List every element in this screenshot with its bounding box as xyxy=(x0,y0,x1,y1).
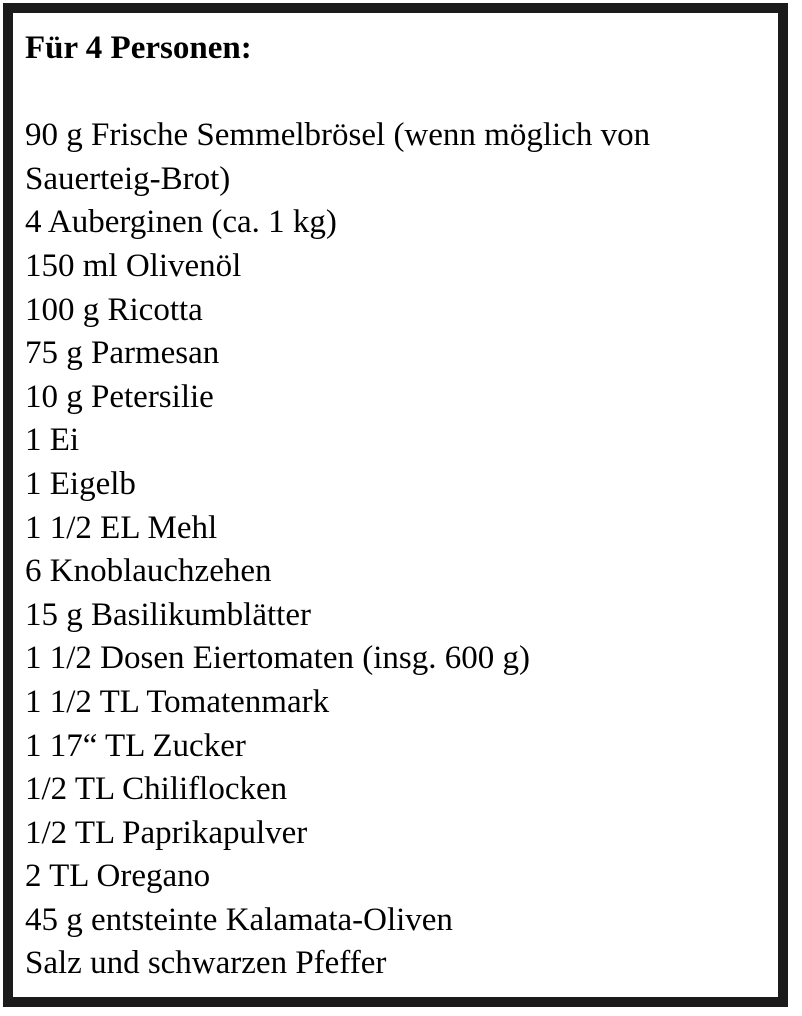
ingredient-line: 1/2 TL Chiliflocken xyxy=(25,771,288,808)
ingredient-line: 2 TL Oregano xyxy=(25,858,211,895)
ingredient-line: 6 Knoblauchzehen xyxy=(25,553,272,590)
ingredient-line: 90 g Frische Semmelbrösel (wenn möglich von xyxy=(25,117,651,154)
ingredient-line: 150 ml Olivenöl xyxy=(25,247,242,284)
ingredient-line: 1 1/2 EL Mehl xyxy=(25,509,218,546)
ingredient-line: 1/2 TL Paprikapulver xyxy=(25,814,308,851)
ingredient-line: 1 1/2 TL Tomatenmark xyxy=(25,683,330,720)
ingredient-line: 10 g Petersilie xyxy=(25,378,214,415)
ingredient-line: 75 g Parmesan xyxy=(25,335,220,372)
recipe-card xyxy=(3,3,788,1007)
ingredient-line: Salz und schwarzen Pfeffer xyxy=(25,945,387,982)
ingredient-line: 100 g Ricotta xyxy=(25,291,203,328)
ingredient-line: 1 Eigelb xyxy=(25,465,136,502)
ingredient-list xyxy=(25,114,768,986)
ingredient-line: Sauerteig-Brot) xyxy=(25,160,231,197)
ingredient-line: 1 1/2 Dosen Eiertomaten (insg. 600 g) xyxy=(25,640,530,677)
ingredient-line: 1 Ei xyxy=(25,422,80,459)
ingredient-line: 4 Auberginen (ca. 1 kg) xyxy=(25,204,337,241)
servings-heading: Für 4 Personen: xyxy=(25,30,252,66)
ingredient-line: 1 17“ TL Zucker xyxy=(25,727,246,764)
ingredient-line: 45 g entsteinte Kalamata-Oliven xyxy=(25,901,453,938)
ingredient-line: 15 g Basilikumblätter xyxy=(25,596,311,633)
